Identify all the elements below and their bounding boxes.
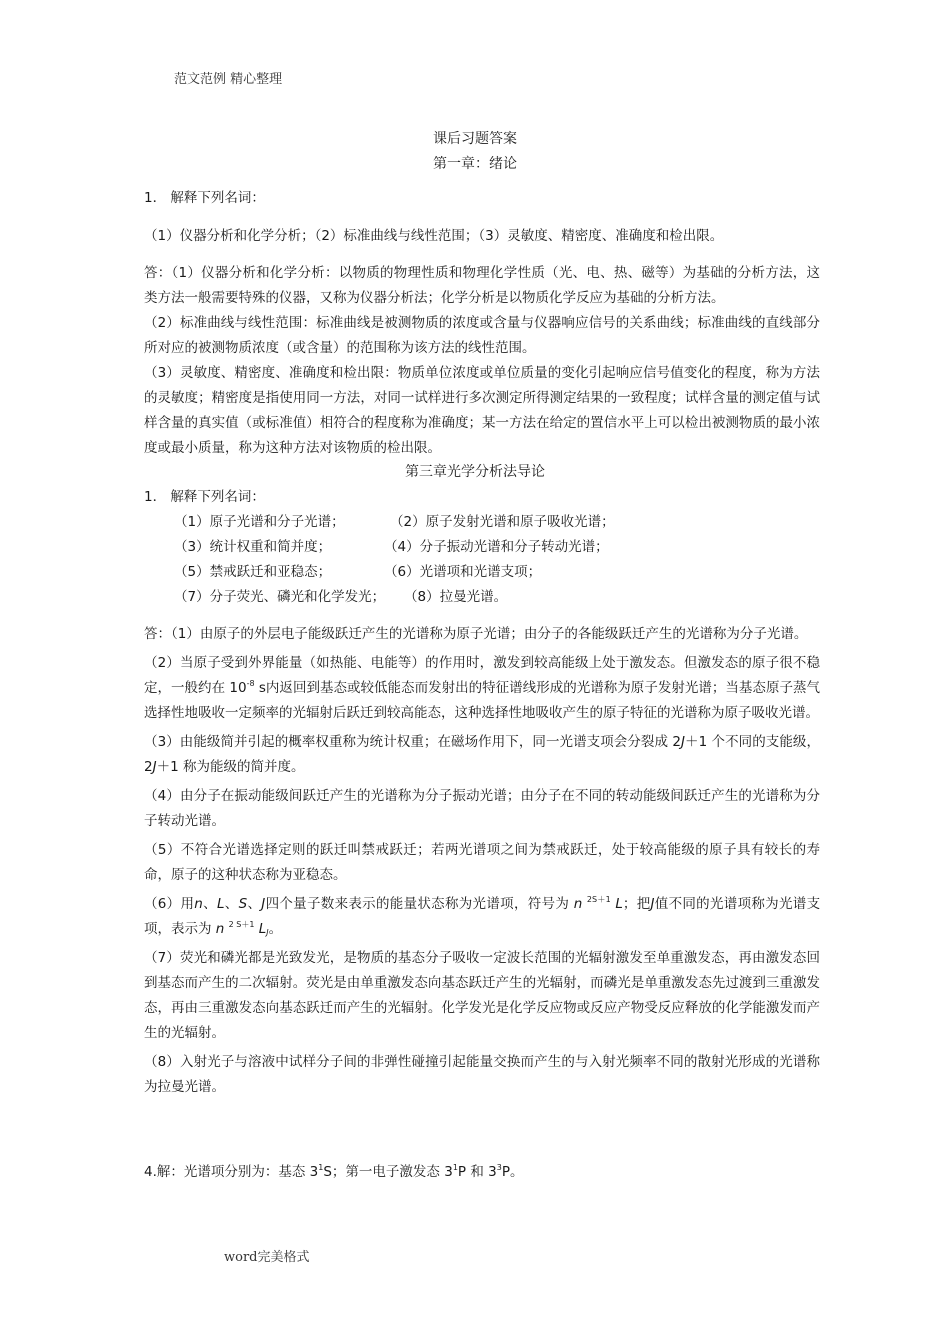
ch3-term-6: （6）光谱项和光谱支项； [384, 564, 542, 580]
ch3-answers [144, 622, 820, 1104]
ch3-term-5: （5）禁戒跃迁和亚稳态； [174, 564, 332, 580]
ch3-term-7: （7）分子荧光、磷光和化学发光； [174, 589, 386, 605]
ch3-answer-1: 答：（1）由原子的外层电子能级跃迁产生的光谱称为原子光谱；由分子的各能级跃迁产生的光谱称为分子光谱。 [144, 626, 808, 642]
page-header: 范文范例 精心整理 [174, 72, 283, 87]
ch3-answer-5: （5）不符合光谱选择定则的跃迁叫禁戒跃迁；若两光谱项之间为禁戒跃迁，处于较高能级的原子具有较长的寿命，原子的这种状态称为亚稳态。 [144, 842, 820, 883]
ch3-answer-6: （6）用n、L、S、J四个量子数来表示的能量状态称为光谱项，符号为 n $^{2S+1}$ L；把J值不同的光谱项称为光谱支项，表示为 n $^{2 S+1}$ $L_J$。 [144, 895, 821, 937]
ch3-term-1: （1）原子光谱和分子光谱； [174, 514, 345, 530]
ch3-term-3: （3）统计权重和简并度； [174, 539, 332, 555]
ch1-question-items: （1）仪器分析和化学分析；（2）标准曲线与线性范围；（3）灵敏度、精密度、准确度和检出限。 [144, 228, 724, 244]
ch3-term-8: （8）拉曼光谱。 [404, 589, 508, 605]
ch3-answer-4: （4）由分子在振动能级间跃迁产生的光谱称为分子振动光谱；由分子在不同的转动能级间跃迁产生的光谱称为分子转动光谱。 [144, 788, 820, 829]
document-title: 课后习题答案 [433, 131, 517, 147]
ch1-answer-3: （3）灵敏度、精密度、准确度和检出限：物质单位浓度或单位质量的变化引起响应信号值变化的程度，称为方法的灵敏度；精密度是指使用同一方法，对同一试样进行多次测定所得测定结果的一致程度；试样含量的测定值与试样含量的真实值（或标准值）相符合的程度称为准确度；某一方法在给定的置信水平上可以检出被测物质的最小浓度或最小质量，称为这种方法对该物质的检出限。 [144, 365, 820, 456]
ch1-answer-2: （2）标准曲线与线性范围：标准曲线是被测物质的浓度或含量与仪器响应信号的关系曲线；标准曲线的直线部分所对应的被测物质浓度（或含量）的范围称为该方法的线性范围。 [144, 315, 820, 356]
ch3-term-4: （4）分子振动光谱和分子转动光谱； [384, 539, 609, 555]
ch1-answer-1: 答：（1）仪器分析和化学分析：以物质的物理性质和物理化学性质（光、电、热、磁等）为基础的分析方法，这类方法一般需要特殊的仪器，又称为仪器分析法；化学分析是以物质化学反应为基础的分析方法。 [144, 265, 820, 306]
ch3-term-2: （2）原子发射光谱和原子吸收光谱； [390, 514, 615, 530]
chapter-1-title: 第一章：绪论 [433, 156, 517, 172]
chapter-3-title: 第三章光学分析法导论 [405, 464, 545, 480]
ch3-answer-8: （8）入射光子与溶液中试样分子间的非弹性碰撞引起能量交换而产生的与入射光频率不同的散射光形成的光谱称为拉曼光谱。 [144, 1054, 820, 1095]
ch3-answer-3: （3）由能级简并引起的概率权重称为统计权重；在磁场作用下，同一光谱支项会分裂成 2J＋1 个不同的支能级，2J＋1 称为能级的简并度。 [144, 734, 820, 775]
ch3-question-label: 1． 解释下列名词： [144, 489, 265, 505]
page-footer: word完美格式 [224, 1250, 310, 1265]
question-4-answer: 4.解：光谱项分别为：基态 $3^1S$；第一电子激发态 $3^1P$ 和 $3^3P$。 [144, 1163, 524, 1180]
ch1-question-label: 1． 解释下列名词： [144, 190, 265, 206]
ch1-answers [144, 261, 820, 461]
ch3-answer-2: （2）当原子受到外界能量（如热能、电能等）的作用时，激发到较高能级上处于激发态。但激发态的原子很不稳定，一般约在 $10^{-8}$ s内返回到基态或较低能态而发射出的特征谱线形成的光谱称为原子发射光谱；当基态原子蒸气选择性地吸收一定频率的光辐射后跃迁到较高能态，这种选择性地吸收产生的原子特征的光谱称为原子吸收光谱。 [144, 655, 820, 721]
ch3-answer-7: （7）荧光和磷光都是光致发光，是物质的基态分子吸收一定波长范围的光辐射激发至单重激发态，再由激发态回到基态而产生的二次辐射。荧光是由单重激发态向基态跃迁产生的光辐射，而磷光是单重激发态先过渡到三重激发态，再由三重激发态向基态跃迁而产生的光辐射。化学发光是化学反应物或反应产物受反应释放的化学能激发而产生的光辐射。 [144, 950, 820, 1041]
